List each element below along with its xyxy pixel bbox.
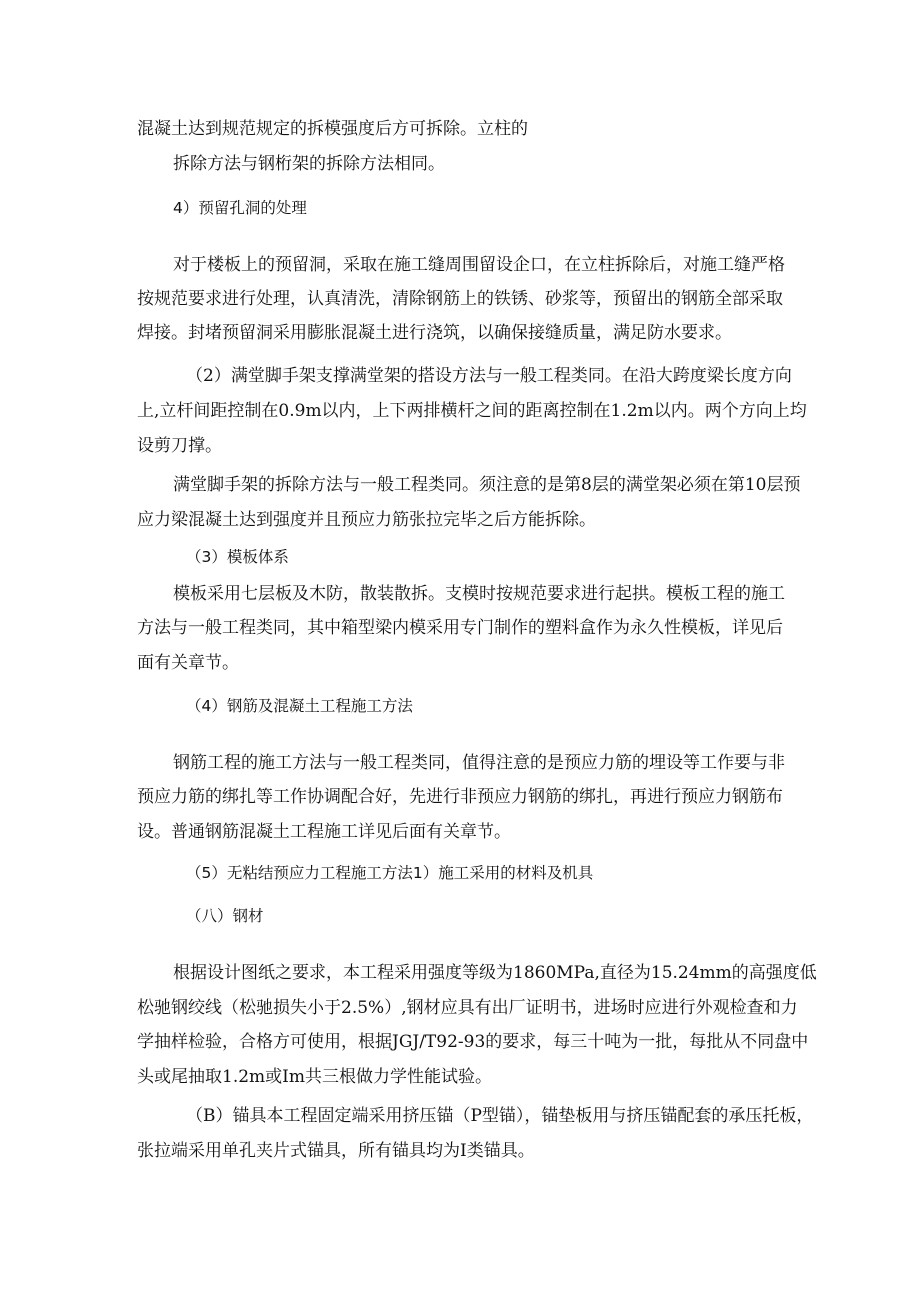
scaffold-removal-line-2: 应力梁混凝土达到强度并且预应力筋张拉完毕之后方能拆除。 [137, 510, 596, 530]
anchor-line-2: 张拉端采用单孔夹片式锚具，所有锚具均为I类锚具。 [137, 1141, 535, 1161]
holes-line-2: 按规范要求进行处理，认真清洗，清除钢筋上的铁锈、砂浆等，预留出的钢筋全部采取 [137, 289, 783, 309]
intro-line-1: 混凝土达到规范规定的拆模强度后方可拆除。立柱的 [137, 119, 528, 139]
steel-heading: （八）钢材 [186, 907, 264, 925]
rebar-heading: （4）钢筋及混凝土工程施工方法 [186, 697, 413, 715]
anchor-line-1: （B）锚具本工程固定端采用挤压锚（P型锚），锚垫板用与挤压锚配套的承压托板， [186, 1106, 814, 1126]
scaffold-removal-line-1: 满堂脚手架的拆除方法与一般工程类同。须注意的是第8层的满堂架必须在第10层预 [173, 475, 801, 495]
section-4-heading: 4）预留孔洞的处理 [173, 199, 307, 217]
formwork-line-1: 模板采用七层板及木防，散装散拆。支模时按规范要求进行起拱。模板工程的施工 [173, 584, 785, 604]
scaffold-line-1: （2）满堂脚手架支撑满堂架的搭设方法与一般工程类同。在沿大跨度梁长度方向 [186, 366, 792, 386]
rebar-line-1: 钢筋工程的施工方法与一般工程类同，值得注意的是预应力筋的埋设等工作要与非 [173, 753, 785, 773]
unbonded-heading: （5）无粘结预应力工程施工方法1）施工采用的材料及机具 [186, 864, 594, 882]
steel-line-1: 根据设计图纸之要求，本工程采用强度等级为1860MPa,直径为15.24mm的高强度低 [173, 963, 817, 983]
formwork-line-2: 方法与一般工程类同，其中箱型梁内模采用专门制作的塑料盒作为永久性模板，详见后 [137, 618, 783, 638]
formwork-line-3: 面有关章节。 [137, 653, 239, 673]
rebar-line-3: 设。普通钢筋混凝土工程施工详见后面有关章节。 [137, 822, 511, 842]
rebar-line-2: 预应力筋的绑扎等工作协调配合好，先进行非预应力钢筋的绑扎，再进行预应力钢筋布 [137, 787, 783, 807]
steel-line-4: 头或尾抽取1.2m或Im共三根做力学性能试验。 [137, 1067, 492, 1087]
intro-line-2: 拆除方法与钢桁架的拆除方法相同。 [173, 154, 445, 174]
steel-line-2: 松驰钢绞线（松驰损失小于2.5%）,钢材应具有出厂证明书，进场时应进行外观检查和力 [137, 998, 798, 1018]
holes-line-1: 对于楼板上的预留洞，采取在施工缝周围留设企口，在立柱拆除后，对施工缝严格 [173, 255, 785, 275]
holes-line-3: 焊接。封堵预留洞采用膨胀混凝土进行浇筑，以确保接缝质量，满足防水要求。 [137, 323, 732, 343]
steel-line-3: 学抽样检验，合格方可使用，根据JGJ/T92-93的要求，每三十吨为一批，每批从不同盘中 [137, 1032, 809, 1052]
scaffold-line-2: 上,立杆间距控制在0.9m以内，上下两排横杆之间的距离控制在1.2m以内。两个方向上均 [137, 401, 807, 421]
formwork-heading: （3）模板体系 [186, 548, 289, 566]
scaffold-line-3: 设剪刀撑。 [137, 436, 222, 456]
